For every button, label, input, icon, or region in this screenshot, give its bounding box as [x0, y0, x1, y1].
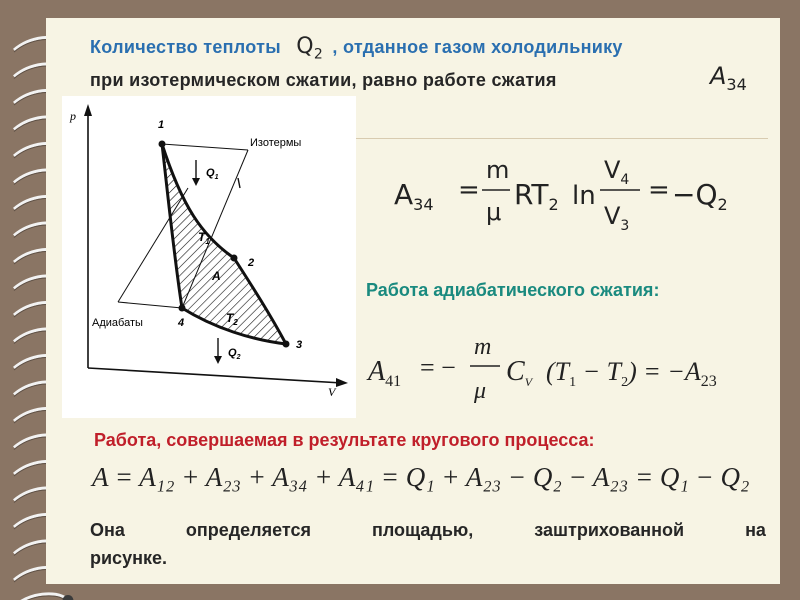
- point-4-marker: [179, 305, 186, 312]
- v-axis-arrow: [336, 378, 348, 387]
- point-2-marker: [231, 255, 238, 262]
- isotherm-tick: [238, 178, 240, 188]
- conclusion-word: заштрихованной: [534, 520, 685, 540]
- pv-diagram: [62, 96, 356, 418]
- heading-part-2: , отданное газом холодильнику: [332, 37, 623, 57]
- t1-label: $T_1$: [198, 230, 210, 246]
- formula-iso-m: m: [486, 156, 510, 184]
- formula-adi-body: $(T_1 - T_2) = -A_{23}$: [546, 357, 717, 390]
- formula-iso-rhs: $-Q_2$: [672, 178, 728, 214]
- q1-label: $Q_1$: [206, 167, 219, 181]
- q1-arrow-head: [192, 178, 200, 186]
- formula-iso-rt: $RT_2$: [514, 178, 559, 214]
- q2-symbol: [296, 34, 324, 63]
- heading-line-2: [90, 70, 557, 91]
- a34-subscript: 34: [726, 74, 747, 94]
- formula-iso-v4: $V_4$: [604, 156, 630, 188]
- formula-cycle-text: A = A₁₂ + A₂₃ + A₃₄ + A₄₁ = Q₁ + A₂₃ − Q₂ − A₂₃ = Q₁ − Q₂: [92, 462, 750, 492]
- a34-letter: A: [710, 62, 727, 90]
- formula-adi-eq: = −: [420, 353, 456, 382]
- heading-line-2-text: при изотермическом сжатии, равно работе сжатия: [90, 70, 557, 90]
- q2-letter: Q: [296, 34, 314, 59]
- heading-part-1: Количество теплоты: [90, 37, 281, 57]
- a34-symbol: [710, 62, 747, 94]
- p-axis-label: p: [70, 109, 76, 123]
- point-3-label: 3: [296, 339, 303, 351]
- formula-adiabatic: [366, 326, 766, 416]
- conclusion: [90, 516, 766, 572]
- formula-iso-eq2: =: [648, 175, 670, 205]
- point-1-marker: [159, 141, 166, 148]
- point-2-label: 2: [248, 257, 255, 269]
- work-area-label: A: [212, 269, 221, 283]
- conclusion-word: Она: [90, 520, 125, 540]
- conclusion-word: определяется: [185, 520, 311, 540]
- conclusion-word: на: [745, 520, 766, 540]
- q2-subscript: 2: [313, 46, 324, 63]
- formula-iso-mu: μ: [486, 198, 502, 226]
- formula-iso-v3: $V_3$: [604, 202, 630, 234]
- formula-adi-lhs: $A_{41}$: [368, 356, 402, 390]
- formula-iso-ln: ln: [572, 181, 596, 211]
- adiabatic-title: Работа адиабатического сжатия:: [366, 280, 660, 300]
- t2-label: $T_2$: [226, 311, 238, 327]
- v-axis: [88, 368, 342, 383]
- point-4-label: 4: [178, 317, 185, 329]
- cycle-work-title: Работа, совершаемая в результате кругового процесса:: [94, 430, 595, 450]
- adiabat-guide-2: [118, 302, 182, 308]
- conclusion-line-2: рисунке.: [90, 548, 167, 568]
- point-1-label: 1: [158, 119, 165, 131]
- p-axis-arrow: [84, 104, 92, 116]
- q2-label: $Q_2$: [228, 347, 241, 361]
- formula-iso-lhs: $A_{34}$: [394, 178, 434, 214]
- v-axis-label: V: [328, 385, 336, 399]
- isotherm-guide-1: [162, 144, 248, 150]
- formula-adi-m: m: [474, 334, 492, 360]
- isotherms-label: Изотермы: [250, 137, 302, 149]
- formula-adi-cv: $C_V$: [506, 356, 533, 389]
- formula-adi-mu: μ: [474, 378, 487, 404]
- point-3-marker: [283, 341, 290, 348]
- conclusion-line-1: [90, 516, 766, 544]
- formula-cycle: [92, 462, 772, 493]
- heading-line-1: [90, 34, 623, 62]
- conclusion-word: площадью,: [371, 520, 474, 540]
- q2-arrow-head: [214, 356, 222, 364]
- formula-iso-eq1: =: [458, 175, 480, 205]
- formula-isothermal: [390, 148, 740, 244]
- divider-rule: [356, 138, 768, 139]
- adiabats-label: Адиабаты: [92, 317, 143, 329]
